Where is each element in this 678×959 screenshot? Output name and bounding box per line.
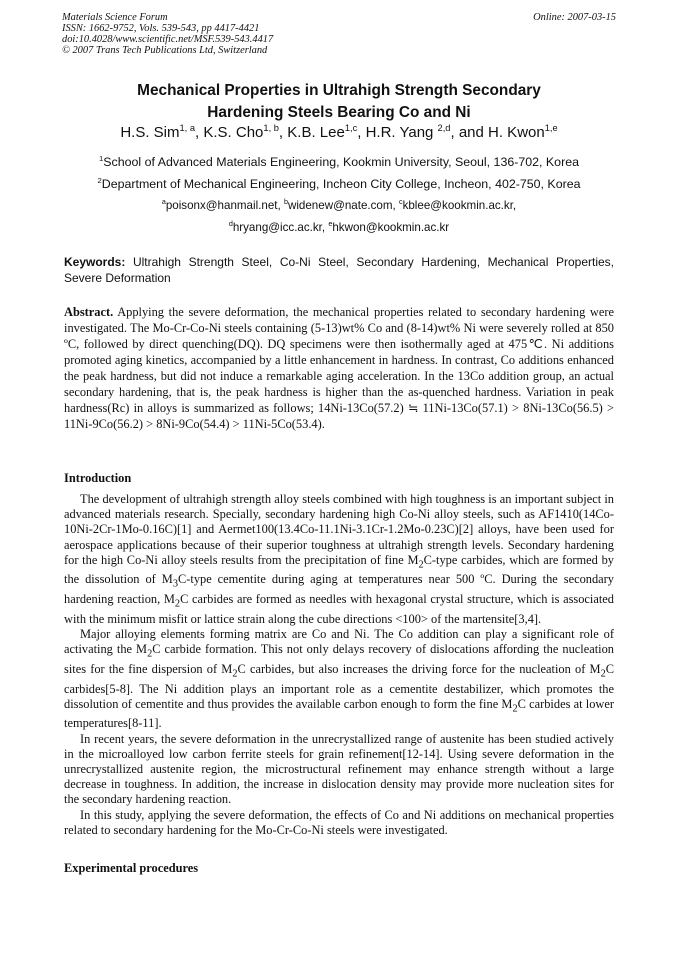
subscript: 2 [600, 668, 606, 680]
email-mark: a [161, 197, 166, 207]
author-separator: , [357, 124, 366, 141]
keywords-text: Ultrahigh Strength Steel, Co-Ni Steel, Secondary Hardening, Mechanical Properties, Severe Deformation [64, 255, 614, 285]
text-run: C carbide formation. This not only delays recovery of dislocations affording the nucleation sites for the fine dispersion of M [64, 642, 614, 676]
journal-copyright: © 2007 Trans Tech Publications Ltd, Switzerland [62, 45, 268, 56]
affiliation-mark: 1 [99, 153, 104, 163]
keywords-label: Keywords: [64, 255, 126, 269]
keywords [64, 255, 614, 286]
text-run: C carbides, but also increases the driving force for the nucleation of M [237, 661, 601, 676]
author-name: K.B. Lee [287, 124, 345, 141]
subscript: 3 [172, 578, 178, 590]
intro-paragraph-4: In this study, applying the severe deformation, the effects of Co and Ni additions on mechanical properties related to secondary hardening for the Mo-Cr-Co-Ni steels were investigated. [64, 807, 614, 837]
email-address[interactable]: kblee@kookmin.ac.kr, [402, 199, 517, 212]
author-affiliation-mark: 1,c [344, 123, 358, 133]
abstract-label: Abstract. [64, 305, 114, 319]
author-separator: , and [450, 124, 489, 141]
affiliation-1 [40, 155, 638, 169]
author-name: H. Kwon [488, 124, 545, 141]
affiliation-text: School of Advanced Materials Engineering, Kookmin University, Seoul, 136-702, Korea [103, 155, 579, 169]
email-address[interactable]: poisonx@hanmail.net, [165, 199, 284, 212]
author-affiliation-mark: 1, a [179, 123, 196, 133]
author-list [40, 124, 638, 141]
intro-paragraph-3: In recent years, the severe deformation in the unrecrystallized range of austenite has been studied actively in the microalloyed low carbon ferrite steels for grain refinement[12-14]. Using severe deformation in the unrecrystallized austenite region, the microstructural refinement may enhance strength without a large decrease in toughness. In addition, the increase in dislocation density may provide more nucleation sites for the secondary hardening reaction. [64, 731, 614, 807]
email-mark: b [283, 197, 288, 207]
paper-title-line-1: Mechanical Properties in Ultrahigh Strength Secondary [137, 82, 541, 99]
email-mark: e [328, 219, 333, 229]
text-run: C-type cementite during aging at temperatures near 500 ºC. During the secondary hardening reaction, M [64, 572, 614, 607]
introduction-body [64, 492, 614, 838]
author-affiliation-mark: 2,d [437, 123, 451, 133]
affiliation-mark: 2 [97, 175, 102, 185]
subscript: 2 [512, 703, 518, 715]
text-run: C-type carbides, which are formed by the dissolution of M [64, 552, 614, 587]
subscript: 2 [232, 668, 238, 680]
email-mark: d [228, 219, 233, 229]
author-separator: , [278, 124, 288, 141]
email-line-1 [40, 199, 638, 212]
text-run: Major alloying elements forming matrix are Co and Ni. The Co addition can play a significant role of activating the M [64, 627, 614, 657]
paper-title-line-2: Hardening Steels Bearing Co and Ni [207, 104, 471, 121]
author-affiliation-mark: 1, b [263, 123, 279, 133]
author-name: H.S. Sim [120, 124, 180, 141]
subscript: 2 [418, 559, 424, 571]
email-line-2 [40, 221, 638, 234]
journal-issn: ISSN: 1662-9752, Vols. 539-543, pp 4417-4421 [62, 23, 260, 34]
abstract [64, 304, 614, 432]
section-heading-experimental: Experimental procedures [64, 861, 199, 875]
author-name: K.S. Cho [203, 124, 264, 141]
subscript: 2 [174, 598, 181, 610]
text-run: C carbides[5-8]. The Ni addition plays an important role as a cementite destabilizer, which promotes the dissolution of cementite and thus provides the available carbon enough to form the fine M [64, 661, 614, 711]
online-date: Online: 2007-03-15 [533, 12, 616, 23]
author-separator: , [195, 124, 204, 141]
email-address[interactable]: widenew@nate.com, [287, 199, 399, 212]
journal-doi[interactable]: doi:10.4028/www.scientific.net/MSF.539-543.4417 [62, 34, 274, 45]
text-run: The development of ultrahigh strength alloy steels combined with high toughness is an important subject in advanced materials research. Specially, secondary hardening high Co-Ni alloy steels, such as AF1410(14Co-10Ni-2Cr-1Mo-0.16C)[1] and Aermet100(13.4Co-11.1Ni-3.1Cr-1.2Mo-0.23C)[2] alloys, have been used for aerospace applications because of their superior toughness at ultrahigh strength levels. Secondary hardening for the high Co-Ni alloy steels results from the precipitation of fine M [64, 492, 614, 567]
intro-paragraph-1 [64, 492, 614, 627]
email-address[interactable]: hryang@icc.ac.kr, [232, 221, 329, 234]
abstract-text: Applying the severe deformation, the mechanical properties related to secondary hardening were investigated. The Mo-Cr-Co-Ni steels containing (5-13)wt% Co and (8-14)wt% Ni were severely rolled at 850 ºC, followed by direct quenching(DQ). DQ specimens were then isothermally aged at 475℃. Ni additions promoted aging kinetics, accompanied by a little enhancement in hardness. In contrast, Co additions enhanced the peak hardness, but did not induce a remarkable aging acceleration. In the 13Co addition group, an actual secondary hardening, that is, the peak hardness is higher than the as-quenched hardness. Variation in peak hardness(Rc) in alloys is summarized as follows; 14Ni-13Co(57.2) ≒ 11Ni-13Co(57.1) > 8Ni-13Co(56.5) > 11Ni-9Co(56.2) > 8Ni-9Co(54.4) > 11Ni-5Co(53.4). [64, 305, 614, 431]
author-name: H.R. Yang [365, 124, 438, 141]
text-run: C carbides at lower temperatures[8-11]. [64, 696, 615, 731]
email-address[interactable]: hkwon@kookmin.ac.kr [332, 221, 450, 234]
author-affiliation-mark: 1,e [544, 123, 558, 133]
text-run: C carbides are formed as needles with hexagonal crystal structure, which is associated with the minimum misfit or lattice strain along the cube directions <100> of the martensite[3,4]. [64, 592, 614, 626]
journal-header [62, 12, 616, 56]
subscript: 2 [147, 648, 153, 660]
intro-paragraph-2 [64, 627, 614, 732]
email-mark: c [398, 197, 403, 207]
affiliation-text: Department of Mechanical Engineering, Incheon City College, Incheon, 402-750, Korea [101, 177, 581, 191]
affiliation-2 [40, 177, 638, 191]
section-heading-introduction: Introduction [64, 471, 132, 485]
journal-name: Materials Science Forum [62, 12, 168, 23]
